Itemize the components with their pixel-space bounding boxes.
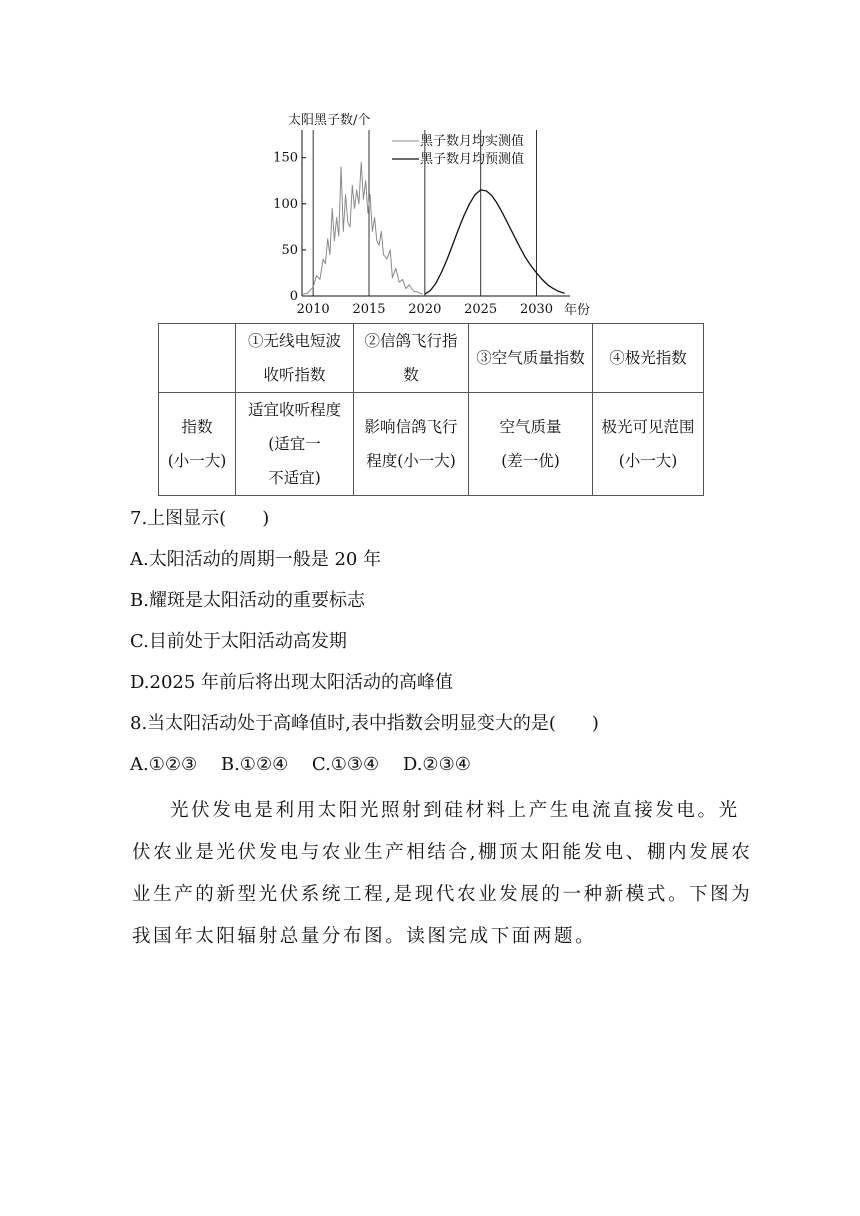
passage-line-2: 伏农业是光伏发电与农业生产相结合,棚顶太阳能发电、棚内发展农: [132, 842, 753, 863]
table-header-cell: [354, 324, 469, 393]
legend-label-measured: 黑子数月均实测值: [420, 134, 525, 149]
table-cell-line: 不适宜): [268, 469, 321, 487]
chart-y-ticks: [273, 151, 306, 304]
table-row: [159, 393, 704, 496]
table-cell-line: ①无线电短波: [247, 332, 341, 350]
table-cell-line: 空气质量: [499, 418, 562, 436]
table-cell-line: 影响信鸽飞行: [364, 418, 458, 436]
table-header-cell: [593, 324, 704, 393]
table-cell-line: (差一优): [501, 452, 560, 470]
table-cell: [159, 393, 236, 496]
chart-x-tick-label: 2010: [296, 302, 330, 317]
chart-y-axis-label: 太阳黑子数/个: [288, 113, 371, 128]
table-header-cell: [236, 324, 354, 393]
legend-label-predicted: 黑子数月均预测值: [420, 152, 525, 167]
table-cell-line: ③空气质量指数: [476, 349, 585, 367]
question-7-option-a: A.太阳活动的周期一般是 20 年: [130, 549, 382, 570]
table-cell-line: 极光可见范围: [601, 418, 695, 436]
chart-series: [302, 162, 564, 294]
table-cell: [236, 393, 354, 496]
table-cell-line: 程度(小一大): [366, 452, 456, 470]
chart-x-tick-label: 2020: [408, 302, 442, 317]
table-header-empty: [159, 324, 236, 393]
table-cell-line: (小一大): [167, 452, 227, 470]
question-7-option-b: B.耀斑是太阳活动的重要标志: [130, 590, 365, 611]
question-7-option-c: C.目前处于太阳活动高发期: [130, 631, 347, 652]
chart-x-tick-label: 2025: [464, 302, 498, 317]
chart-x-axis-label: 年份: [564, 303, 591, 318]
table-cell-line: (小一大): [618, 452, 678, 470]
passage-line-1: 光伏发电是利用太阳光照射到硅材料上产生电流直接发电。光: [170, 800, 740, 821]
chart-y-tick-label: 50: [281, 242, 298, 258]
table-header-row: [159, 324, 704, 393]
table-header-cell: [469, 324, 593, 393]
table-cell-line: 收听指数: [263, 366, 326, 384]
question-8-stem: 8.当太阳活动处于高峰值时,表中指数会明显变大的是( ): [130, 713, 599, 734]
question-7-option-d: D.2025 年前后将出现太阳活动的高峰值: [130, 672, 454, 693]
chart-x-tick-label: 2015: [352, 302, 386, 317]
index-table: [158, 323, 704, 496]
table-cell-line: ④极光指数: [609, 349, 687, 367]
table-cell-line: 数: [403, 366, 419, 384]
chart-y-tick-label: 0: [289, 289, 298, 304]
table-cell-line: 指数: [181, 418, 213, 436]
chart-x-ticks: [297, 302, 553, 317]
passage-line-4: 我国年太阳辐射总量分布图。读图完成下面两题。: [132, 926, 597, 947]
question-7-stem: 7.上图显示( ): [130, 508, 270, 529]
chart-y-tick-label: 100: [273, 196, 298, 212]
sunspot-chart: [273, 108, 591, 320]
question-8-options: A.①②③ B.①②④ C.①③④ D.②③④: [130, 754, 471, 775]
chart-y-tick-label: 150: [273, 150, 298, 166]
table-cell-line: (适宜一: [268, 435, 321, 453]
chart-legend: [392, 133, 524, 167]
table-cell: [354, 393, 469, 496]
chart-x-tick-label: 2030: [519, 302, 554, 317]
predicted-series-line: [425, 190, 565, 294]
table-cell-line: ②信鸽飞行指: [364, 332, 458, 350]
measured-series-line: [302, 162, 423, 294]
table-cell-line: 适宜收听程度: [247, 401, 341, 419]
table-cell: [593, 393, 704, 496]
table-cell: [469, 393, 593, 496]
passage-line-3: 业生产的新型光伏系统工程,是现代农业发展的一种新模式。下图为: [132, 884, 753, 905]
